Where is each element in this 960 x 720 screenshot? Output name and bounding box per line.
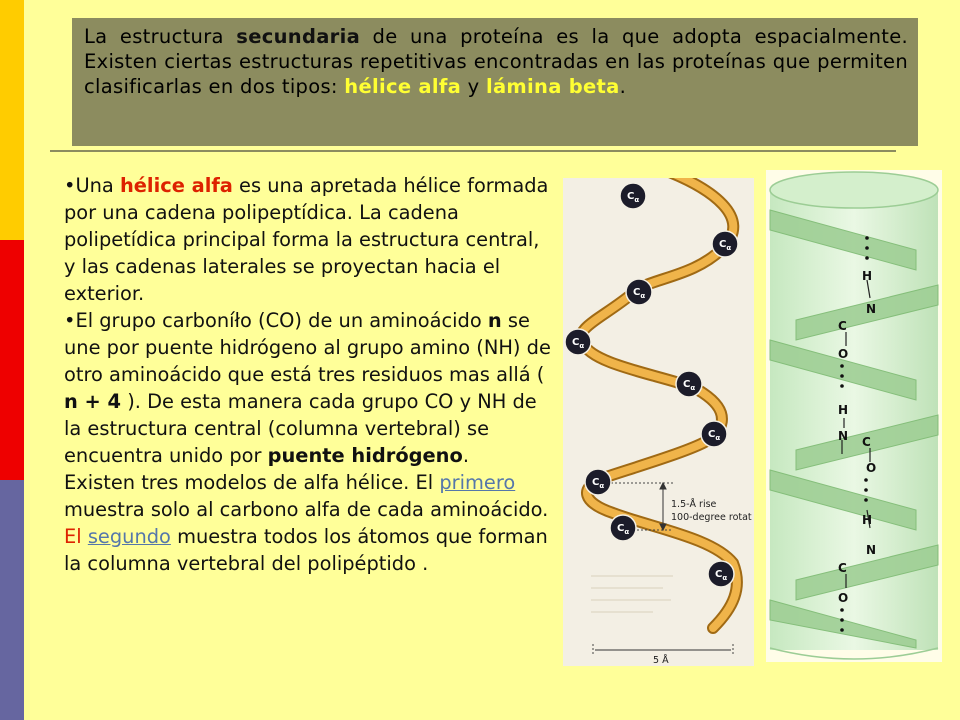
faint-background-text [591, 576, 673, 612]
title-text-4: . [619, 75, 627, 98]
body-text-span: El grupo carboníło (CO) de un aminoácido [75, 309, 488, 332]
alpha-carbon-atom [626, 279, 652, 305]
hbond-dot [840, 618, 844, 622]
atom-label-o: O [866, 461, 877, 475]
alpha-subscript: α [634, 196, 640, 204]
link-segundo[interactable]: segundo [87, 525, 171, 548]
title-bold-secundaria: secundaria [236, 25, 361, 48]
title-highlight-lamina-beta: lámina beta [485, 75, 620, 98]
hbond-dot [840, 384, 844, 388]
alpha-carbon-label: $C_\alpha$ [715, 569, 728, 582]
atom-label-n: N [866, 302, 877, 316]
cylinder-diagram [766, 170, 942, 662]
atom-label-c: C [838, 319, 847, 333]
body-text-span: es una apretada hélice formada por una cadena polipeptídica. La cadena polipetídica principal forma la estructura central, y las cadenas laterales se proyectan hacia el exterior. [64, 174, 549, 305]
title-text-2: de una proteína es la que adopta espacialmente. Existen ciertas estructuras repetitivas encontradas en las proteínas que permiten clasificarlas en dos tipos: [84, 25, 909, 98]
alpha-subscript: α [715, 434, 721, 442]
atom-label-c: C [838, 561, 847, 575]
term-helice-alfa: hélice alfa [119, 174, 233, 197]
atom-label-o: O [838, 347, 849, 361]
hbond-dot [865, 256, 869, 260]
body-text-span: se une por puente hidrógeno al grupo amino (NH) de otro aminoácido que está tres residuos mas allá ( [64, 309, 551, 386]
term-n: n [487, 309, 502, 332]
body-text [64, 172, 556, 577]
bullet-helice-alfa [64, 172, 556, 307]
bullet-marker: • [64, 309, 76, 332]
alpha-carbon-atom [708, 561, 734, 587]
width-label: 5 Å [653, 655, 669, 666]
paragraph-modelos [64, 469, 556, 577]
hbond-dot [840, 364, 844, 368]
alpha-carbon-atom [701, 421, 727, 447]
alpha-subscript: α [599, 482, 605, 490]
rise-label: 1.5-Å rise [671, 499, 717, 510]
left-stripe-yellow [0, 0, 24, 240]
atom-label-n: N [838, 429, 849, 443]
atom-label-h: H [862, 513, 873, 527]
rotation-label: 100-degree rotat [671, 512, 752, 523]
alpha-subscript: α [640, 292, 646, 300]
alpha-carbon-atom [712, 231, 738, 257]
hbond-dot [865, 236, 869, 240]
body-text-span: ). De esta manera cada grupo CO y NH de la estructura central (columna vertebral) se encuentra unido por [64, 390, 537, 467]
alpha-carbon-label: $C_\alpha$ [708, 429, 721, 442]
alpha-carbon-label: $C_\alpha$ [683, 379, 696, 392]
alpha-carbon-label: $C_\alpha$ [592, 477, 605, 490]
hbond-dot [865, 246, 869, 250]
left-stripe-slate [0, 480, 24, 720]
text-el-red: El [64, 525, 82, 548]
alpha-carbon-atom [610, 515, 636, 541]
alpha-carbon-atom [620, 183, 646, 209]
alpha-carbon-atom [676, 371, 702, 397]
hbond-dot [864, 498, 868, 502]
hbond-dot [840, 628, 844, 632]
alpha-subscript: α [579, 342, 585, 350]
body-text-span: muestra todos los átomos que forman la columna vertebral del polipéptido . [64, 525, 548, 575]
hbond-dot [840, 608, 844, 612]
alpha-subscript: α [624, 528, 630, 536]
alpha-carbon-label: $C_\alpha$ [627, 191, 640, 204]
term-puente-hidrogeno: puente hidrógeno [267, 444, 463, 467]
alpha-subscript: α [722, 574, 728, 582]
alpha-carbon-atom [585, 469, 611, 495]
hbond-dot [864, 478, 868, 482]
bullet-marker: • [64, 174, 76, 197]
alpha-carbon-label: $C_\alpha$ [633, 287, 646, 300]
alpha-carbon-helix-figure [563, 178, 754, 666]
title-text-1: La estructura [84, 25, 237, 48]
body-text-span: . [462, 444, 469, 467]
alpha-carbon-label: $C_\alpha$ [572, 337, 585, 350]
title-box [72, 18, 918, 146]
cylinder-top [770, 172, 938, 208]
atom-label-h: H [862, 269, 873, 283]
left-stripe-red [0, 240, 24, 480]
atom-label-c: C [862, 435, 871, 449]
alpha-carbon-label: $C_\alpha$ [617, 523, 630, 536]
term-n-plus-4: n + 4 [64, 390, 122, 413]
atom-label-n: N [866, 543, 877, 557]
body-text-span: Existen tres modelos de alfa hélice. El [64, 471, 440, 494]
hbond-dot [864, 488, 868, 492]
atom-label-o: O [838, 591, 849, 605]
alpha-subscript: α [726, 244, 732, 252]
helix-diagram [563, 178, 754, 666]
alpha-carbon-label: $C_\alpha$ [719, 239, 732, 252]
alpha-carbon-atom [565, 329, 591, 355]
link-primero[interactable]: primero [439, 471, 516, 494]
body-text-span: Una [75, 174, 120, 197]
hbond-dot [840, 374, 844, 378]
bullet-carbonilo [64, 307, 556, 469]
title-highlight-helice-alfa: hélice alfa [344, 75, 462, 98]
atom-label-h: H [838, 403, 849, 417]
alpha-subscript: α [690, 384, 696, 392]
hydrogen-bond-helix-figure [766, 170, 942, 662]
divider-line [50, 150, 896, 152]
body-text-span: muestra solo al carbono alfa de cada aminoácido. [64, 498, 549, 521]
title-text-3: y [461, 75, 486, 98]
